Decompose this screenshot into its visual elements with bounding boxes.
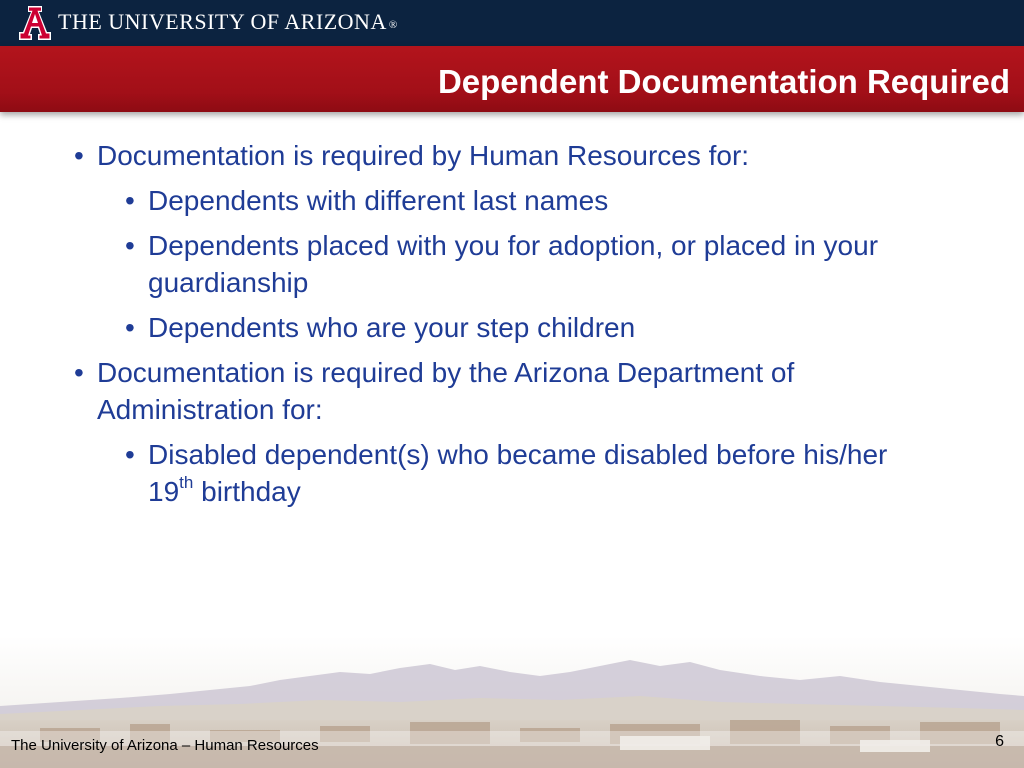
slide-title-bar bbox=[0, 46, 1024, 112]
page-number: 6 bbox=[995, 733, 1004, 750]
sub-bullet-item bbox=[121, 309, 928, 346]
bullet-text-end: birthday bbox=[193, 476, 301, 507]
university-wordmark bbox=[58, 8, 398, 36]
sub-bullet-item bbox=[121, 182, 928, 219]
bullet-text: Dependents who are your step children bbox=[148, 312, 636, 343]
bullet-text bbox=[148, 439, 887, 507]
bullet-dot: • bbox=[125, 439, 135, 470]
bullet-item bbox=[70, 137, 970, 174]
bullet-text: Dependents placed with you for adoption, or placed in your guardianship bbox=[148, 230, 879, 298]
ordinal-superscript: th bbox=[179, 473, 194, 492]
footer-caption: The University of Arizona – Human Resources bbox=[11, 737, 319, 754]
registered-mark: ® bbox=[388, 19, 398, 31]
bullet-text: Documentation is required by Human Resources for: bbox=[97, 140, 750, 171]
university-name: THE UNIVERSITY OF ARIZONA bbox=[58, 9, 387, 34]
bullet-dot: • bbox=[125, 312, 135, 343]
university-header-bar bbox=[0, 0, 1024, 46]
block-a-logo-icon bbox=[16, 6, 54, 40]
sub-bullet-item bbox=[121, 436, 928, 510]
bullet-dot: • bbox=[125, 230, 135, 261]
bullet-text: Dependents with different last names bbox=[148, 185, 609, 216]
bullet-dot: • bbox=[74, 140, 84, 171]
bullet-dot: • bbox=[125, 185, 135, 216]
sub-bullet-item bbox=[121, 227, 928, 301]
bullet-text-main: Disabled dependent(s) who became disabled before his/her 19 bbox=[148, 439, 888, 507]
bullet-text: Documentation is required by the Arizona Department of Administration for: bbox=[97, 357, 795, 425]
bullet-dot: • bbox=[74, 357, 84, 388]
slide-title: Dependent Documentation Required bbox=[437, 63, 1010, 100]
bullet-item bbox=[70, 354, 970, 428]
slide-body bbox=[70, 137, 970, 518]
